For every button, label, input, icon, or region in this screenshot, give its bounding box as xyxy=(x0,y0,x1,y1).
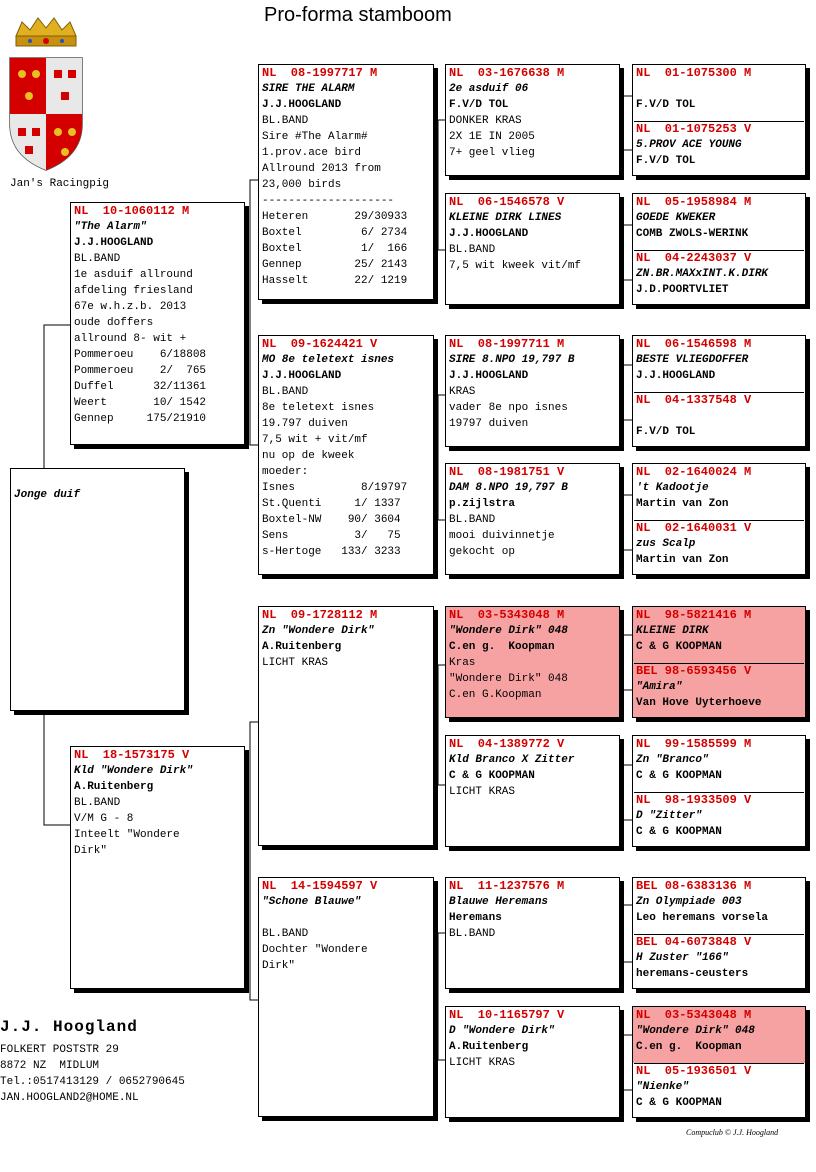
ring-number: NL 05-1936501 V xyxy=(636,1064,752,1078)
page-title: Pro-forma stamboom xyxy=(264,4,452,26)
card-line: Allround 2013 from xyxy=(262,163,381,175)
ring-number: NL 98-1933509 V xyxy=(636,793,752,807)
card-lines xyxy=(633,408,805,440)
ggg-cell-bottom xyxy=(633,520,805,568)
card-line: Weert 10/ 1542 xyxy=(74,397,207,409)
card-line: Dochter "Wondere xyxy=(262,944,368,956)
card-line: Zn "Branco" xyxy=(636,754,709,766)
card-line: BL.BAND xyxy=(449,514,496,526)
card-line: Sire #The Alarm# xyxy=(262,131,368,143)
ring-number: NL 10-1165797 V xyxy=(449,1008,565,1022)
card-line: Kras xyxy=(449,657,476,669)
card-line: Zn "Wondere Dirk" xyxy=(262,625,375,637)
card-line: KLEINE DIRK LINES xyxy=(449,212,562,224)
ring-number: NL 09-1624421 V xyxy=(262,337,378,351)
card-line: Zn Olympiade 003 xyxy=(636,896,742,908)
card-lines xyxy=(259,81,433,289)
card-line: COMB ZWOLS-WERINK xyxy=(636,228,749,240)
card-lines xyxy=(259,623,433,671)
card-line: -------------------- xyxy=(262,195,395,207)
card-line: Leo heremans vorsela xyxy=(636,912,769,924)
card-line: J.D.POORTVLIET xyxy=(636,284,729,296)
owner-address-line: FOLKERT POSTSTR 29 xyxy=(0,1044,119,1056)
card-line: oude doffers xyxy=(74,317,154,329)
club-name: Jan's Racingpig xyxy=(10,178,110,190)
card-line: A.Ruitenberg xyxy=(74,781,154,793)
card-line: 1.prov.ace bird xyxy=(262,147,362,159)
divider xyxy=(634,520,804,521)
ring-number: NL 03-5343048 M xyxy=(636,1008,752,1022)
great-grandparent-card-7 xyxy=(445,877,620,989)
card-line: Boxtel 6/ 2734 xyxy=(262,227,408,239)
ggg-cell-top xyxy=(633,736,805,792)
card-line: ZN.BR.MAXxINT.K.DIRK xyxy=(636,268,769,280)
divider xyxy=(634,250,804,251)
owner-block xyxy=(0,1018,185,1106)
ring-number: NL 08-1981751 V xyxy=(449,465,565,479)
card-line: V/M G - 8 xyxy=(74,813,134,825)
card-line: 8e teletext isnes xyxy=(262,402,375,414)
divider xyxy=(634,792,804,793)
ring-number: NL 06-1546578 V xyxy=(449,195,565,209)
card-line: mooi duivinnetje xyxy=(449,530,555,542)
divider xyxy=(634,121,804,122)
card-lines xyxy=(633,266,805,298)
ggg-card-pair-6 xyxy=(632,735,806,847)
card-line: C.en G.Koopman xyxy=(449,689,542,701)
grandparent-card-1 xyxy=(258,64,434,300)
card-line: LICHT KRAS xyxy=(449,1057,516,1069)
card-lines xyxy=(633,81,805,113)
card-line: Duffel 32/11361 xyxy=(74,381,207,393)
card-lines xyxy=(259,894,433,974)
card-line: KLEINE DIRK xyxy=(636,625,709,637)
card-line: DONKER KRAS xyxy=(449,115,522,127)
card-lines xyxy=(633,808,805,840)
card-line: Blauwe Heremans xyxy=(449,896,549,908)
card-line: Boxtel 1/ 166 xyxy=(262,243,408,255)
card-line: 19797 duiven xyxy=(449,418,529,430)
card-line: Kld Branco X Zitter xyxy=(449,754,575,766)
card-lines xyxy=(633,480,805,512)
card-line: KRAS xyxy=(449,386,476,398)
ggg-card-pair-7 xyxy=(632,877,806,989)
ring-number: BEL 08-6383136 M xyxy=(636,879,752,893)
card-lines xyxy=(446,352,619,432)
card-line: 67e w.h.z.b. 2013 xyxy=(74,301,187,313)
card-line: MO 8e teletext isnes xyxy=(262,354,395,366)
card-line xyxy=(636,81,805,97)
card-lines xyxy=(446,480,619,560)
card-line: "Wondere Dirk" 048 xyxy=(449,673,568,685)
card-lines xyxy=(446,210,619,274)
card-line: 1e asduif allround xyxy=(74,269,193,281)
ring-number: NL 04-1337548 V xyxy=(636,393,752,407)
card-lines xyxy=(633,623,805,655)
card-line: Martin van Zon xyxy=(636,554,729,566)
grandparent-card-4 xyxy=(258,877,434,1117)
card-line: BL.BAND xyxy=(449,244,496,256)
card-line: Gennep 175/21910 xyxy=(74,413,207,425)
card-line: J.J.HOOGLAND xyxy=(449,228,529,240)
card-lines xyxy=(446,752,619,800)
ring-number: NL 01-1075300 M xyxy=(636,66,752,80)
ggg-card-pair-3 xyxy=(632,335,806,447)
card-line xyxy=(262,910,433,926)
card-line: Pommeroeu 2/ 765 xyxy=(74,365,207,377)
card-line: H Zuster "166" xyxy=(636,952,729,964)
ring-number: NL 01-1075253 V xyxy=(636,122,752,136)
divider xyxy=(634,934,804,935)
card-line: zus Scalp xyxy=(636,538,696,550)
card-line: gekocht op xyxy=(449,546,516,558)
ring-number: NL 14-1594597 V xyxy=(262,879,378,893)
ring-number: NL 09-1728112 M xyxy=(262,608,378,622)
card-line: C.en g. Koopman xyxy=(636,1041,742,1053)
card-line: BESTE VLIEGDOFFER xyxy=(636,354,749,366)
card-line: "The Alarm" xyxy=(74,221,147,233)
ring-number: NL 10-1060112 M xyxy=(74,204,190,218)
ring-number: NL 11-1237576 M xyxy=(449,879,565,893)
ring-number: NL 03-1676638 M xyxy=(449,66,565,80)
parent-card-dam xyxy=(70,746,245,989)
card-line: 2e asduif 06 xyxy=(449,83,529,95)
card-line: "Amira" xyxy=(636,681,683,693)
ring-number: NL 02-1640031 V xyxy=(636,521,752,535)
card-line: 't Kadootje xyxy=(636,482,709,494)
card-line: Pommeroeu 6/18808 xyxy=(74,349,207,361)
card-line: "Wondere Dirk" 048 xyxy=(449,625,568,637)
card-line: 7,5 wit + vit/mf xyxy=(262,434,368,446)
great-grandparent-card-4 xyxy=(445,463,620,575)
card-lines xyxy=(633,752,805,784)
card-line: vader 8e npo isnes xyxy=(449,402,568,414)
card-line: J.J.HOOGLAND xyxy=(262,370,342,382)
card-line: Dirk" xyxy=(262,960,296,972)
card-lines xyxy=(71,763,244,859)
card-line: LICHT KRAS xyxy=(262,657,329,669)
card-lines xyxy=(633,679,805,711)
card-line: 7+ geel vlieg xyxy=(449,147,535,159)
ggg-card-pair-5 xyxy=(632,606,806,718)
card-line: "Nienke" xyxy=(636,1081,689,1093)
card-lines xyxy=(446,1023,619,1071)
card-lines xyxy=(633,210,805,242)
card-line: J.J.HOOGLAND xyxy=(74,237,154,249)
card-line: BL.BAND xyxy=(74,253,121,265)
owner-name: J.J. Hoogland xyxy=(0,1018,138,1036)
card-line: Isnes 8/19797 xyxy=(262,482,408,494)
card-line: BL.BAND xyxy=(74,797,121,809)
card-line: BL.BAND xyxy=(449,928,496,940)
ggg-cell-bottom xyxy=(633,663,805,711)
card-lines xyxy=(633,536,805,568)
card-lines xyxy=(633,1079,805,1111)
card-line xyxy=(636,408,805,424)
card-line: Martin van Zon xyxy=(636,498,729,510)
card-line: C & G KOOPMAN xyxy=(636,826,722,838)
card-line: C & G KOOPMAN xyxy=(449,770,535,782)
card-line: J.J.HOOGLAND xyxy=(449,370,529,382)
great-grandparent-card-6 xyxy=(445,735,620,847)
card-line: 23,000 birds xyxy=(262,179,342,191)
card-line: St.Quenti 1/ 1337 xyxy=(262,498,401,510)
card-line: nu op de kweek xyxy=(262,450,355,462)
card-line: F.V/D TOL xyxy=(636,426,696,438)
card-line: C & G KOOPMAN xyxy=(636,1097,722,1109)
card-line: BL.BAND xyxy=(262,928,309,940)
card-line: Van Hove Uyterhoeve xyxy=(636,697,762,709)
ggg-cell-top xyxy=(633,336,805,392)
card-line: C & G KOOPMAN xyxy=(636,770,722,782)
ggg-card-pair-2 xyxy=(632,193,806,305)
card-lines xyxy=(446,623,619,703)
great-grandparent-card-2 xyxy=(445,193,620,305)
ring-number: NL 03-5343048 M xyxy=(449,608,565,622)
ggg-card-pair-8 xyxy=(632,1006,806,1118)
great-grandparent-card-3 xyxy=(445,335,620,447)
card-line: Kld "Wondere Dirk" xyxy=(74,765,193,777)
ggg-card-pair-1 xyxy=(632,64,806,176)
ggg-cell-bottom xyxy=(633,250,805,298)
card-line: DAM 8.NPO 19,797 B xyxy=(449,482,568,494)
ggg-card-pair-4 xyxy=(632,463,806,575)
card-line: Heremans xyxy=(449,912,502,924)
ggg-cell-top xyxy=(633,878,805,934)
card-line: D "Wondere Dirk" xyxy=(449,1025,555,1037)
card-line: Inteelt "Wondere xyxy=(74,829,180,841)
card-line: afdeling friesland xyxy=(74,285,193,297)
owner-address-line: 8872 NZ MIDLUM xyxy=(0,1060,100,1072)
card-lines xyxy=(633,137,805,169)
card-line: BL.BAND xyxy=(262,386,309,398)
ggg-cell-bottom xyxy=(633,121,805,169)
card-line: 2X 1E IN 2005 xyxy=(449,131,535,143)
ggg-cell-top xyxy=(633,65,805,121)
card-line: allround 8- wit + xyxy=(74,333,187,345)
ring-number: BEL 04-6073848 V xyxy=(636,935,752,949)
card-line: Sens 3/ 75 xyxy=(262,530,401,542)
card-line: SIRE THE ALARM xyxy=(262,83,355,95)
ggg-cell-top xyxy=(633,607,805,663)
card-line: Boxtel-NW 90/ 3604 xyxy=(262,514,401,526)
great-grandparent-card-1 xyxy=(445,64,620,176)
card-line: 5.PROV ACE YOUNG xyxy=(636,139,742,151)
card-line: Heteren 29/30933 xyxy=(262,211,408,223)
card-lines xyxy=(633,352,805,384)
great-grandparent-card-8 xyxy=(445,1006,620,1118)
grandparent-card-2 xyxy=(258,335,434,575)
card-line: Gennep 25/ 2143 xyxy=(262,259,408,271)
card-lines xyxy=(633,894,805,926)
card-lines xyxy=(71,219,244,427)
card-line: SIRE 8.NPO 19,797 B xyxy=(449,354,575,366)
footer-credit: Compuclub © J.J. Hoogland xyxy=(686,1128,779,1137)
great-grandparent-card-5 xyxy=(445,606,620,718)
card-line: F.V/D TOL xyxy=(636,99,696,111)
ring-number: NL 08-1997711 M xyxy=(449,337,565,351)
ring-number: NL 05-1958984 M xyxy=(636,195,752,209)
card-lines xyxy=(446,81,619,161)
ring-number: NL 98-5821416 M xyxy=(636,608,752,622)
card-line: "Wondere Dirk" 048 xyxy=(636,1025,755,1037)
grandparent-card-3 xyxy=(258,606,434,846)
card-line: GOEDE KWEKER xyxy=(636,212,716,224)
ggg-cell-bottom xyxy=(633,392,805,440)
ring-number: NL 08-1997717 M xyxy=(262,66,378,80)
card-line: F.V/D TOL xyxy=(636,155,696,167)
card-line: Hasselt 22/ 1219 xyxy=(262,275,408,287)
subject-card xyxy=(10,468,185,711)
card-line: BL.BAND xyxy=(262,115,309,127)
ggg-cell-bottom xyxy=(633,792,805,840)
ggg-cell-top xyxy=(633,464,805,520)
card-line: moeder: xyxy=(262,466,309,478)
card-lines xyxy=(446,894,619,942)
card-line: A.Ruitenberg xyxy=(449,1041,529,1053)
owner-email[interactable]: JAN.HOOGLAND2@HOME.NL xyxy=(0,1092,139,1104)
ggg-cell-top xyxy=(633,194,805,250)
parent-card-sire xyxy=(70,202,245,445)
card-line: D "Zitter" xyxy=(636,810,703,822)
divider xyxy=(634,663,804,664)
card-line: "Schone Blauwe" xyxy=(262,896,362,908)
card-line: 19.797 duiven xyxy=(262,418,348,430)
ggg-cell-bottom xyxy=(633,1063,805,1111)
owner-phone: Tel.:0517413129 / 0652790645 xyxy=(0,1076,185,1088)
card-lines xyxy=(633,950,805,982)
card-line: p.zijlstra xyxy=(449,498,516,510)
divider xyxy=(634,392,804,393)
ring-number: NL 18-1573175 V xyxy=(74,748,190,762)
divider xyxy=(634,1063,804,1064)
ring-number: NL 04-2243037 V xyxy=(636,251,752,265)
card-lines xyxy=(633,1023,805,1055)
ggg-cell-top xyxy=(633,1007,805,1063)
ggg-cell-bottom xyxy=(633,934,805,982)
ring-number: NL 02-1640024 M xyxy=(636,465,752,479)
card-line: s-Hertoge 133/ 3233 xyxy=(262,546,401,558)
ring-number: NL 06-1546598 M xyxy=(636,337,752,351)
ring-number: NL 04-1389772 V xyxy=(449,737,565,751)
ring-number: NL 99-1585599 M xyxy=(636,737,752,751)
card-line: C.en g. Koopman xyxy=(449,641,555,653)
card-line: F.V/D TOL xyxy=(449,99,509,111)
card-line: J.J.HOOGLAND xyxy=(636,370,716,382)
card-line: 7,5 wit kweek vit/mf xyxy=(449,260,582,272)
card-line: heremans-ceusters xyxy=(636,968,749,980)
ring-number: BEL 98-6593456 V xyxy=(636,664,752,678)
card-lines xyxy=(259,352,433,560)
card-line: A.Ruitenberg xyxy=(262,641,342,653)
card-line: J.J.HOOGLAND xyxy=(262,99,342,111)
card-line: C & G KOOPMAN xyxy=(636,641,722,653)
subject-name: Jonge duif xyxy=(14,489,81,501)
card-line: Dirk" xyxy=(74,845,108,857)
card-line: LICHT KRAS xyxy=(449,786,516,798)
